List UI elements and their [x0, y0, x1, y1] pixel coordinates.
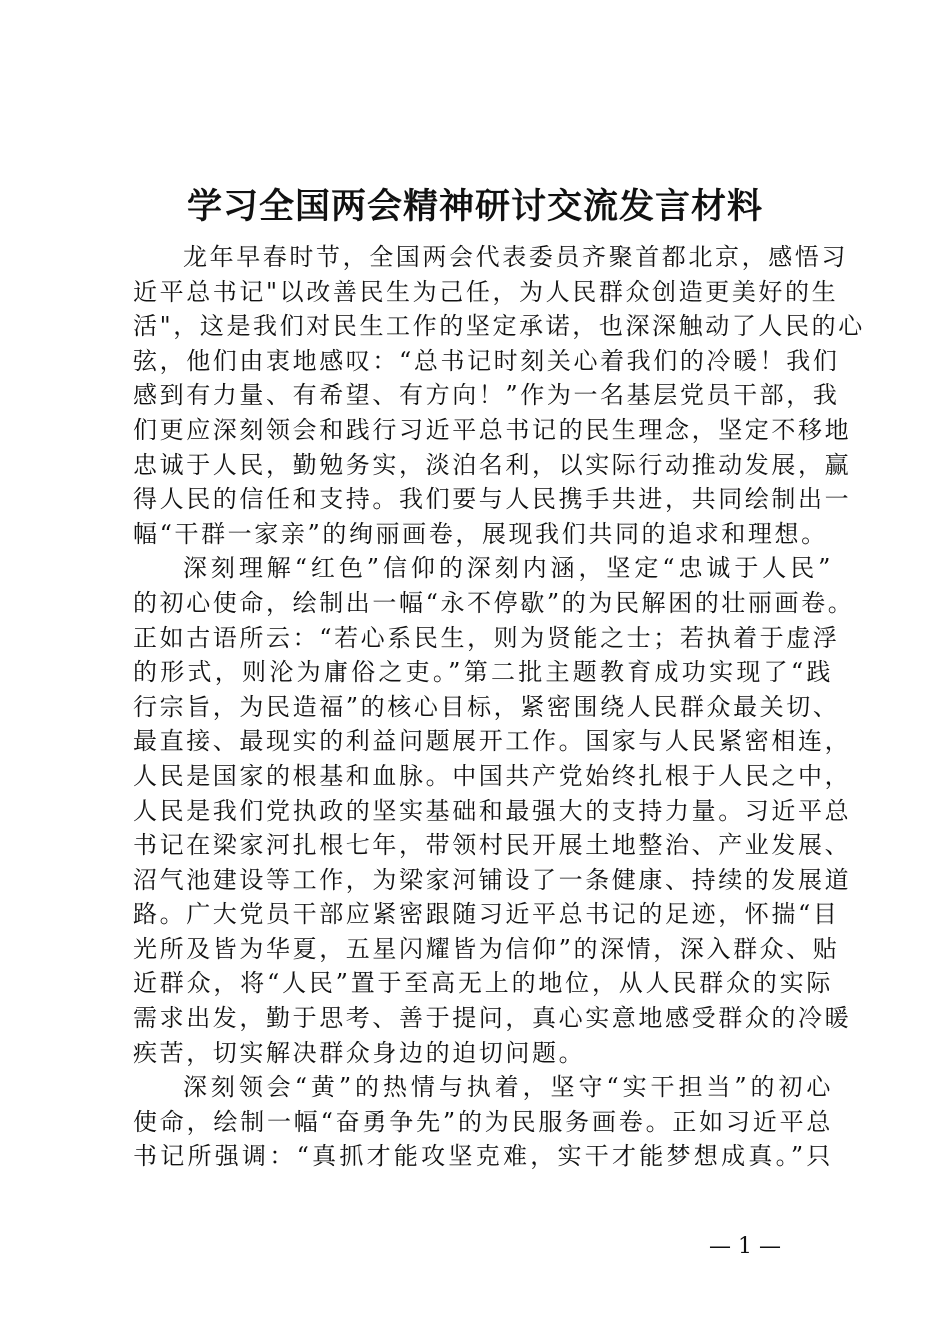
text-line: 沼气池建设等工作，为梁家河铺设了一条健康、持续的发展道 — [133, 865, 852, 894]
text-line: 得人民的信任和支持。我们要与人民携手共进，共同绘制出一 — [133, 485, 852, 514]
text-line: 正如古语所云：“若心系民生，则为贤能之士；若执着于虚浮 — [133, 623, 840, 652]
text-line: 深刻理解“红色”信仰的深刻内涵，坚定“忠诚于人民” — [183, 554, 833, 583]
text-line: 路。广大党员干部应紧密跟随习近平总书记的足迹，怀揣“目 — [133, 900, 840, 929]
page-number: — 1 — — [709, 1234, 781, 1259]
text-line: 深刻领会“黄”的热情与执着，坚守“实干担当”的初心 — [183, 1073, 833, 1102]
text-line: 忠诚于人民，勤勉务实，淡泊名利，以实际行动推动发展，赢 — [133, 450, 852, 479]
paragraph — [133, 240, 865, 551]
text-line: 近平总书记"以改善民生为己任，为人民群众创造更美好的生 — [133, 277, 839, 306]
text-line: 幅“干群一家亲”的绚丽画卷，展现我们共同的追求和理想。 — [133, 519, 828, 548]
text-line: 书记在梁家河扎根七年，带领村民开展土地整治、产业发展、 — [133, 831, 852, 860]
text-line: 的初心使命，绘制出一幅“永不停歇”的为民解困的壮丽画卷。 — [133, 588, 855, 617]
text-line: 行宗旨，为民造福”的核心目标，紧密围绕人民群众最关切、 — [133, 692, 840, 721]
text-line: 弦，他们由衷地感叹：“总书记时刻关心着我们的冷暖！我们 — [133, 346, 840, 375]
text-line: 活"，这是我们对民生工作的坚定承诺，也深深触动了人民的心 — [133, 312, 865, 341]
text-line: 人民是国家的根基和血脉。中国共产党始终扎根于人民之中， — [133, 761, 852, 790]
text-line: 们更应深刻领会和践行习近平总书记的民生理念，坚定不移地 — [133, 415, 852, 444]
text-line: 龙年早春时节，全国两会代表委员齐聚首都北京，感悟习 — [183, 243, 848, 271]
text-line: 使命，绘制一幅“奋勇争先”的为民服务画卷。正如习近平总 — [133, 1107, 833, 1136]
text-line: 近群众，将“人民”置于至高无上的地位，从人民群众的实际 — [133, 969, 833, 998]
document-body — [133, 240, 865, 1174]
text-line: 需求出发，勤于思考、善于提问，真心实意地感受群众的冷暖 — [133, 1004, 852, 1033]
paragraph — [133, 551, 855, 1070]
text-line: 光所及皆为华夏，五星闪耀皆为信仰”的深情，深入群众、贴 — [133, 934, 840, 963]
text-line: 疾苦，切实解决群众身边的迫切问题。 — [133, 1038, 586, 1067]
text-line: 书记所强调：“真抓才能攻坚克难，实干才能梦想成真。”只 — [133, 1142, 833, 1171]
text-line: 人民是我们党执政的坚实基础和最强大的支持力量。习近平总 — [133, 796, 852, 825]
text-line: 的形式，则沦为庸俗之吏。”第二批主题教育成功实现了“践 — [133, 658, 833, 687]
paragraph — [133, 1070, 833, 1174]
text-line: 感到有力量、有希望、有方向！”作为一名基层党员干部，我 — [133, 381, 840, 410]
text-line: 最直接、最现实的利益问题展开工作。国家与人民紧密相连， — [133, 727, 852, 756]
document-title: 学习全国两会精神研讨交流发言材料 — [186, 186, 763, 227]
